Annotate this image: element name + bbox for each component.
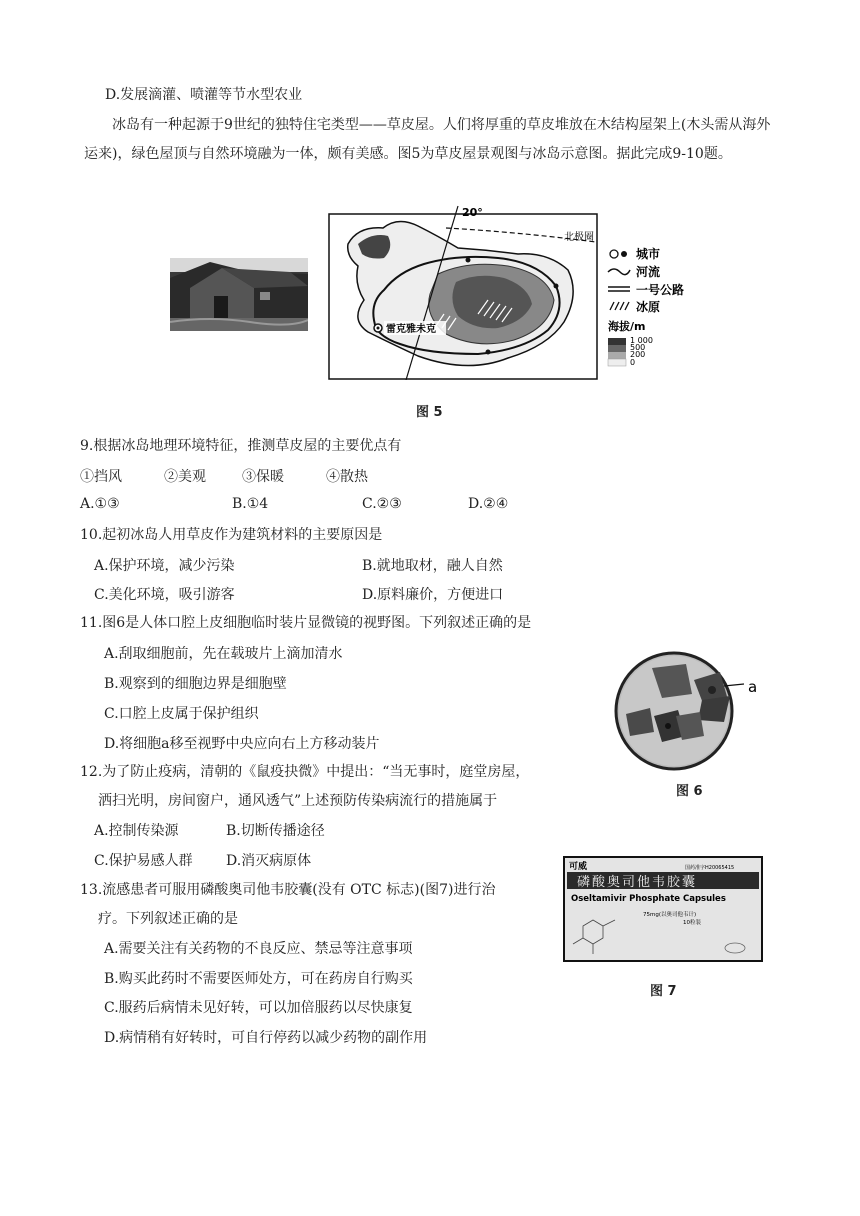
q9-option-c: C.②③ bbox=[362, 496, 402, 512]
microscope-view bbox=[608, 650, 774, 774]
map-legend bbox=[606, 246, 706, 376]
q13-option-d: D.病情稍有好转时，可自行停药以减少药物的副作用 bbox=[104, 1030, 428, 1046]
q10-option-d: D.原料廉价，方便进口 bbox=[362, 587, 504, 603]
q9-item-2: ②美观 bbox=[164, 469, 206, 485]
q12-option-b: B.切断传播途径 bbox=[226, 823, 325, 839]
q13-option-b: B.购买此药时不需要医师处方，可在药房自行购买 bbox=[104, 971, 413, 987]
drug-name-cn: 磷酸奥司他韦胶囊 bbox=[577, 875, 698, 890]
legend-elev-500: 500 bbox=[630, 343, 646, 352]
q10-stem: 10.起初冰岛人用草皮作为建筑材料的主要原因是 bbox=[80, 527, 383, 543]
q9-item-1: ①挡风 bbox=[80, 469, 122, 485]
q13-stem-line2: 疗。下列叙述正确的是 bbox=[98, 911, 238, 927]
q12-option-c: C.保护易感人群 bbox=[94, 853, 193, 869]
q10-option-c: C.美化环境，吸引游客 bbox=[94, 587, 235, 603]
meridian-label: 20° bbox=[462, 206, 483, 219]
q9-item-3: ③保暖 bbox=[242, 469, 284, 485]
legend-elev-1000: 1 000 bbox=[630, 336, 653, 345]
q9-option-d: D.②④ bbox=[468, 496, 509, 512]
capital-label: 雷克雅未克 bbox=[386, 324, 436, 335]
figure-5-caption: 图 5 bbox=[416, 405, 443, 420]
q9-option-b: B.①4 bbox=[232, 496, 269, 512]
brand-label: 可威 bbox=[569, 862, 588, 872]
q10-option-a: A.保护环境，减少污染 bbox=[94, 558, 235, 574]
q12-stem-line2: 洒扫光明，房间窗户，通风透气”上述预防传染病流行的措施属于 bbox=[98, 793, 498, 809]
q11-option-a: A.刮取细胞前，先在载玻片上滴加清水 bbox=[104, 646, 343, 662]
legend-city: 城市 bbox=[636, 247, 661, 261]
q13-option-a: A.需要关注有关药物的不良反应、禁忌等注意事项 bbox=[104, 941, 413, 957]
sod-house-photo bbox=[170, 258, 308, 331]
figure-7-caption: 图 7 bbox=[650, 984, 677, 999]
legend-road: 一号公路 bbox=[636, 283, 685, 297]
medicine-box bbox=[563, 856, 763, 962]
legend-elev-0: 0 bbox=[630, 358, 636, 367]
q9-option-a: A.①③ bbox=[80, 496, 120, 512]
q11-stem: 11.图6是人体口腔上皮细胞临时装片显微镜的视野图。下列叙述正确的是 bbox=[80, 615, 532, 631]
q9-item-4: ④散热 bbox=[326, 469, 368, 485]
drug-name-en: Oseltamivir Phosphate Capsules bbox=[571, 894, 726, 904]
legend-river: 河流 bbox=[636, 265, 661, 279]
cell-a-label: a bbox=[748, 678, 758, 696]
dose-label: 75mg(以奥司他韦计) bbox=[643, 912, 697, 918]
approval-number: 国药准字H20065415 bbox=[685, 865, 735, 871]
q11-option-d: D.将细胞a移至视野中央应向右上方移动装片 bbox=[104, 736, 380, 752]
figure-6-caption: 图 6 bbox=[676, 784, 703, 799]
intro-paragraph: 冰岛有一种起源于9世纪的独特住宅类型——草皮屋。人们将厚重的草皮堆放在木结构屋架上(木头需从海外运来)，绿色屋顶与自然环境融为一体，颇有美感。图5为草皮屋景观图与冰岛示意图。据此完成9-10题。 bbox=[84, 117, 771, 162]
q11-option-c: C.口腔上皮属于保护组织 bbox=[104, 706, 259, 722]
previous-question-option-d: D.发展滴灌、喷灌等节水型农业 bbox=[105, 87, 303, 103]
q12-option-d: D.消灭病原体 bbox=[226, 853, 312, 869]
q12-option-a: A.控制传染源 bbox=[94, 823, 179, 839]
iceland-map bbox=[328, 204, 598, 380]
q9-stem: 9.根据冰岛地理环境特征，推测草皮屋的主要优点有 bbox=[80, 438, 402, 454]
q11-option-b: B.观察到的细胞边界是细胞壁 bbox=[104, 676, 287, 692]
legend-glacier: 冰原 bbox=[636, 300, 661, 314]
q13-option-c: C.服药后病情未见好转，可以加倍服药以尽快康复 bbox=[104, 1000, 413, 1016]
q12-stem-line1: 12.为了防止疫病，清朝的《鼠疫抉微》中提出：“当无事时，庭堂房屋， bbox=[80, 764, 530, 780]
q10-option-b: B.就地取材，融人自然 bbox=[362, 558, 503, 574]
legend-elevation-title: 海拔/m bbox=[608, 320, 646, 333]
arctic-circle-label: 北极圈 bbox=[564, 232, 594, 243]
count-label: 10粒装 bbox=[683, 920, 701, 926]
legend-elev-200: 200 bbox=[630, 350, 646, 359]
q13-stem-line1: 13.流感患者可服用磷酸奥司他韦胶囊(没有 OTC 标志)(图7)进行治 bbox=[80, 882, 496, 898]
